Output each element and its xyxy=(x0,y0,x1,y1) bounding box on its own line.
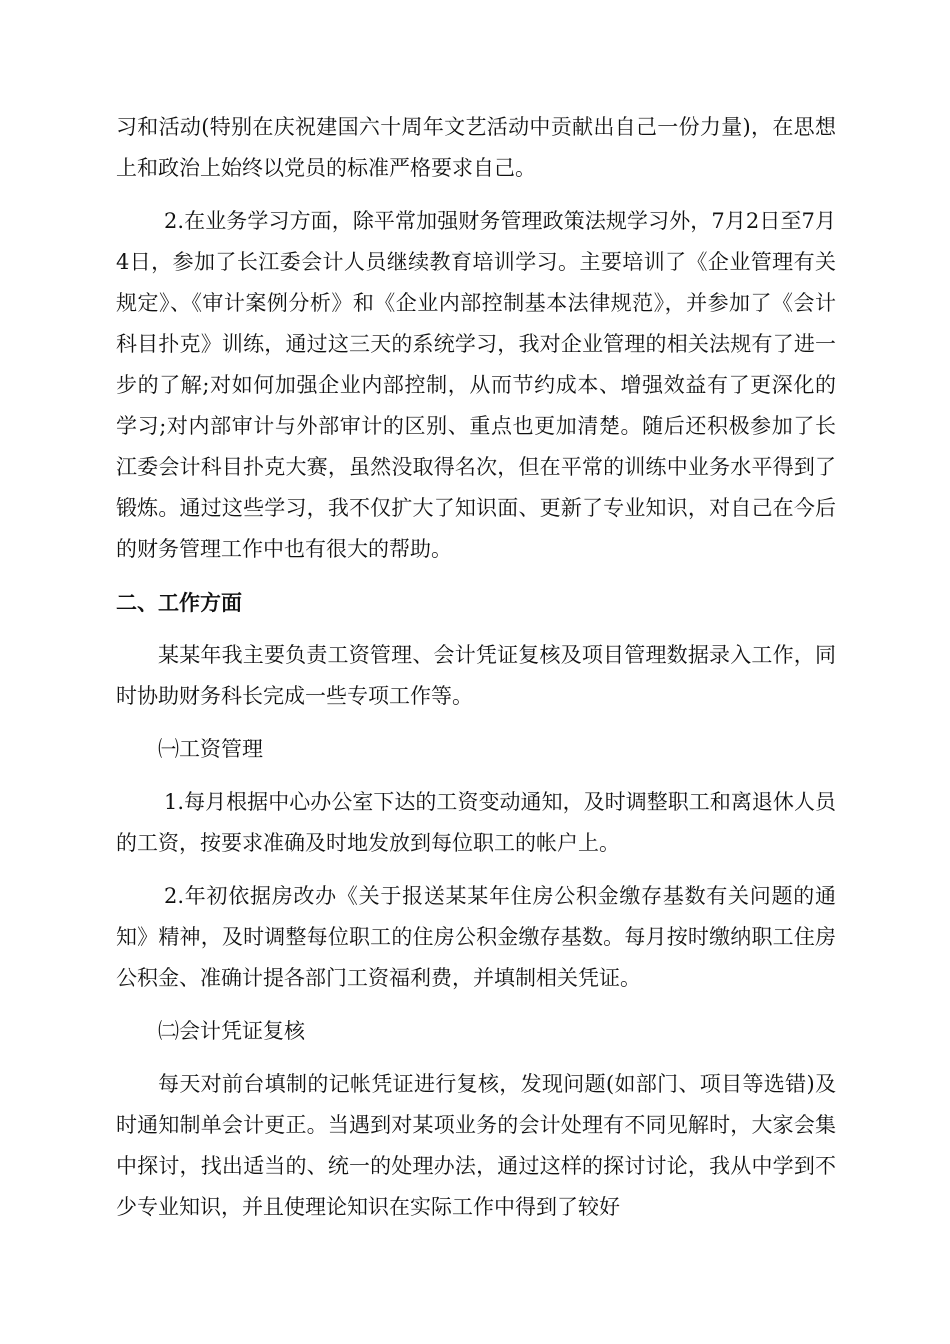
paragraph-voucher-review: 每天对前台填制的记帐凭证进行复核，发现问题(如部门、项目等选错)及时通知制单会计更正。当遇到对某项业务的会计处理有不同见解时，大家会集中探讨，找出适当的、统一的处理办法，通过这样的探讨讨论，我从中学到不少专业知识，并且使理论知识在实际工作中得到了较好 xyxy=(116,1072,836,1219)
paragraph-salary-item-2: 2.年初依据房改办《关于报送某某年住房公积金缴存基数有关问题的通知》精神，及时调整每位职工的住房公积金缴存基数。每月按时缴纳职工住房公积金、准确计提各部门工资福利费，并填制相关凭证。 xyxy=(116,884,836,990)
subheading-salary-management: ㈠工资管理 xyxy=(158,737,263,761)
section-heading-work: 二、工作方面 xyxy=(116,590,242,615)
document-body xyxy=(116,107,836,1228)
subheading-voucher-review: ㈡会计凭证复核 xyxy=(158,1019,305,1043)
paragraph-salary-item-1: 1.每月根据中心办公室下达的工资变动通知，及时调整职工和离退休人员的工资，按要求准确及时地发放到每位职工的帐户上。 xyxy=(116,790,836,855)
paragraph-study-activities: 习和活动(特别在庆祝建国六十周年文艺活动中贡献出自己一份力量)，在思想上和政治上始终以党员的标准严格要求自己。 xyxy=(116,115,836,180)
paragraph-business-study: 2.在业务学习方面，除平常加强财务管理政策法规学习外，7月2日至7月4日，参加了长江委会计人员继续教育培训学习。主要培训了《企业管理有关规定》、《审计案例分析》和《企业内部控制基本法律规范》，并参加了《会计科目扑克》训练，通过这三天的系统学习，我对企业管理的相关法规有了进一步的了解;对如何加强企业内部控制，从而节约成本、增强效益有了更深化的学习;对内部审计与外部审计的区别、重点也更加清楚。随后还积极参加了长江委会计科目扑克大赛，虽然没取得名次，但在平常的训练中业务水平得到了锻炼。通过这些学习，我不仅扩大了知识面、更新了专业知识，对自己在今后的财务管理工作中也有很大的帮助。 xyxy=(116,209,836,561)
paragraph-work-overview: 某某年我主要负责工资管理、会计凭证复核及项目管理数据录入工作，同时协助财务科长完成一些专项工作等。 xyxy=(116,643,836,708)
